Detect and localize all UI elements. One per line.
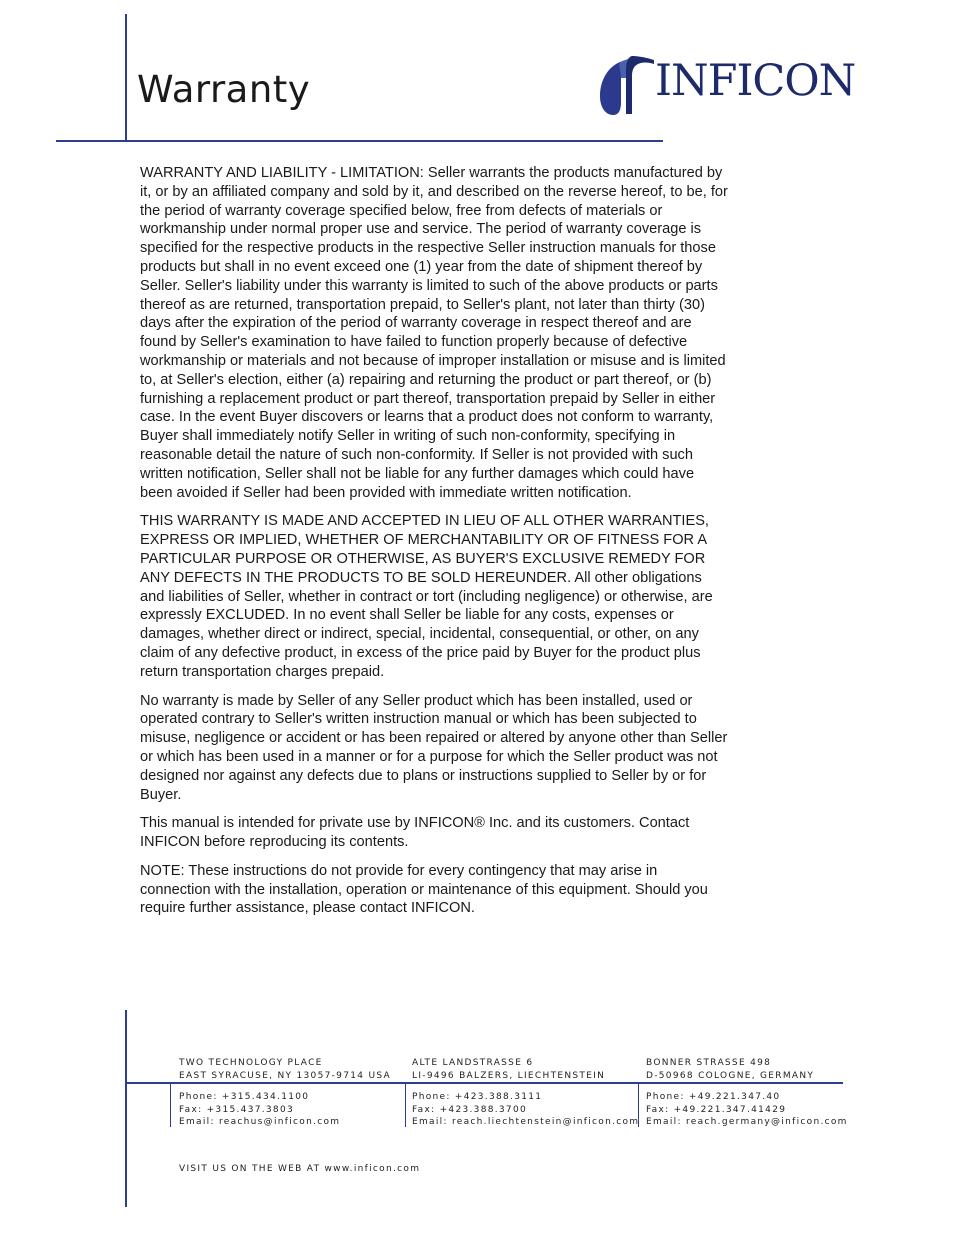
footer-column-divider (405, 1083, 406, 1127)
fax-number: Fax: +423.388.3700 (412, 1104, 528, 1115)
footer-vertical-rule (125, 1010, 127, 1207)
email-address[interactable]: Email: reach.germany@inficon.com (646, 1117, 848, 1127)
office-contact-liechtenstein (412, 1091, 639, 1129)
office-address-germany (646, 1057, 814, 1082)
paragraph-note: NOTE: These instructions do not provide for every contingency that may arise in connection with the installation, operation or maintenance of this equipment. Should you require further assistance, please contact INFICON. (140, 862, 708, 917)
office-address-liechtenstein (412, 1057, 605, 1082)
paragraph-warranty-disclaimer: THIS WARRANTY IS MADE AND ACCEPTED IN LIEU OF ALL OTHER WARRANTIES, EXPRESS OR IMPLIED, WHETHER OF MERCHANTABILITY OR OF FITNESS FOR A PARTICULAR PURPOSE OR OTHERWISE, AS BUYER'S EXCLUSIVE REMEDY FOR ANY DEFECTS IN THE PRODUCTS TO BE SOLD HEREUNDER. All other obligations and liabilities of Seller, whether in contract or tort (including negligence) or otherwise, are expressly EXCLUDED. In no event shall Seller be liable for any costs, expenses or damages, whether direct or indirect, special, incidental, consequential, or other, on any claim of any defective product, in excess of the price paid by Buyer for the product plus return transportation charges prepaid. (140, 513, 713, 680)
footer-column-divider (170, 1083, 171, 1127)
paragraph-warranty-limitation: WARRANTY AND LIABILITY - LIMITATION: Seller warrants the products manufactured by it, or by an affiliated company and sold by it, and described on the reverse hereof, to be, for the period of warranty coverage specified below, free from defects of materials or workmanship under normal proper use and service. The period of warranty coverage is specified for the respective products in the respective Seller instruction manuals for those products but shall in no event exceed one (1) year from the date of shipment thereof by Seller. Seller's liability under this warranty is limited to such of the above products or parts thereof as are returned, transportation prepaid, to Seller's plant, not later than thirty (30) days after the expiration of the period of warranty coverage in respect thereof and are found by Seller's examination to have failed to function properly because of defective workmanship or materials and not because of improper installation or misuse and is limited to, at Seller's election, either (a) repairing and returning the product or part thereof, or (b) furnishing a replacement product or part thereof, transportation prepaid by Seller in either case. In the event Buyer discovers or learns that a product does not conform to warranty, Buyer shall immediately notify Seller in writing of such non-conformity, specifying in reasonable detail the nature of such non-conformity. If Seller is not provided with such written notification, Seller shall not be liable for any further damages which could have been avoided if Seller had been provided with immediate written notification. (140, 165, 728, 501)
fax-number: Fax: +315.437.3803 (179, 1104, 295, 1115)
address-line: D-50968 COLOGNE, GERMANY (646, 1070, 815, 1081)
office-contact-germany (646, 1091, 848, 1129)
fax-number: Fax: +49.221.347.41429 (646, 1104, 787, 1115)
website-line[interactable]: VISIT US ON THE WEB AT www.inficon.com (179, 1164, 421, 1174)
warranty-body (140, 164, 730, 928)
footer-horizontal-rule (125, 1082, 843, 1084)
inficon-logo-mark-icon (598, 54, 654, 116)
header-horizontal-rule (56, 140, 663, 142)
address-line: BONNER STRASSE 498 (646, 1058, 772, 1068)
email-address[interactable]: Email: reach.liechtenstein@inficon.com (412, 1117, 640, 1127)
office-contact-usa (179, 1091, 340, 1129)
office-address-usa (179, 1057, 391, 1082)
phone-number: Phone: +49.221.347.40 (646, 1092, 781, 1102)
phone-number: Phone: +315.434.1100 (179, 1092, 310, 1102)
email-address[interactable]: Email: reachus@inficon.com (179, 1117, 341, 1127)
address-line: TWO TECHNOLOGY PLACE (179, 1058, 323, 1068)
paragraph-no-warranty: No warranty is made by Seller of any Seller product which has been installed, used or operated contrary to Seller's written instruction manual or which has been subjected to misuse, negligence or accident or has been repaired or altered by anyone other than Seller or which has been used in a manner or for a purpose for which the Seller product was not designed nor against any defects due to plans or instructions supplied to Seller by or for Buyer. (140, 692, 728, 803)
phone-number: Phone: +423.388.3111 (412, 1092, 543, 1102)
address-line: LI-9496 BALZERS, LIECHTENSTEIN (412, 1070, 606, 1081)
address-line: EAST SYRACUSE, NY 13057-9714 USA (179, 1070, 391, 1081)
header-vertical-rule (125, 14, 127, 141)
address-line: ALTE LANDSTRASSE 6 (412, 1058, 534, 1068)
paragraph-private-use: This manual is intended for private use by INFICON® Inc. and its customers. Contact INFICON before reproducing its contents. (140, 815, 690, 851)
logo-wordmark: INFICON (655, 56, 856, 106)
inficon-logo (598, 54, 898, 116)
page-title: Warranty (137, 68, 311, 111)
